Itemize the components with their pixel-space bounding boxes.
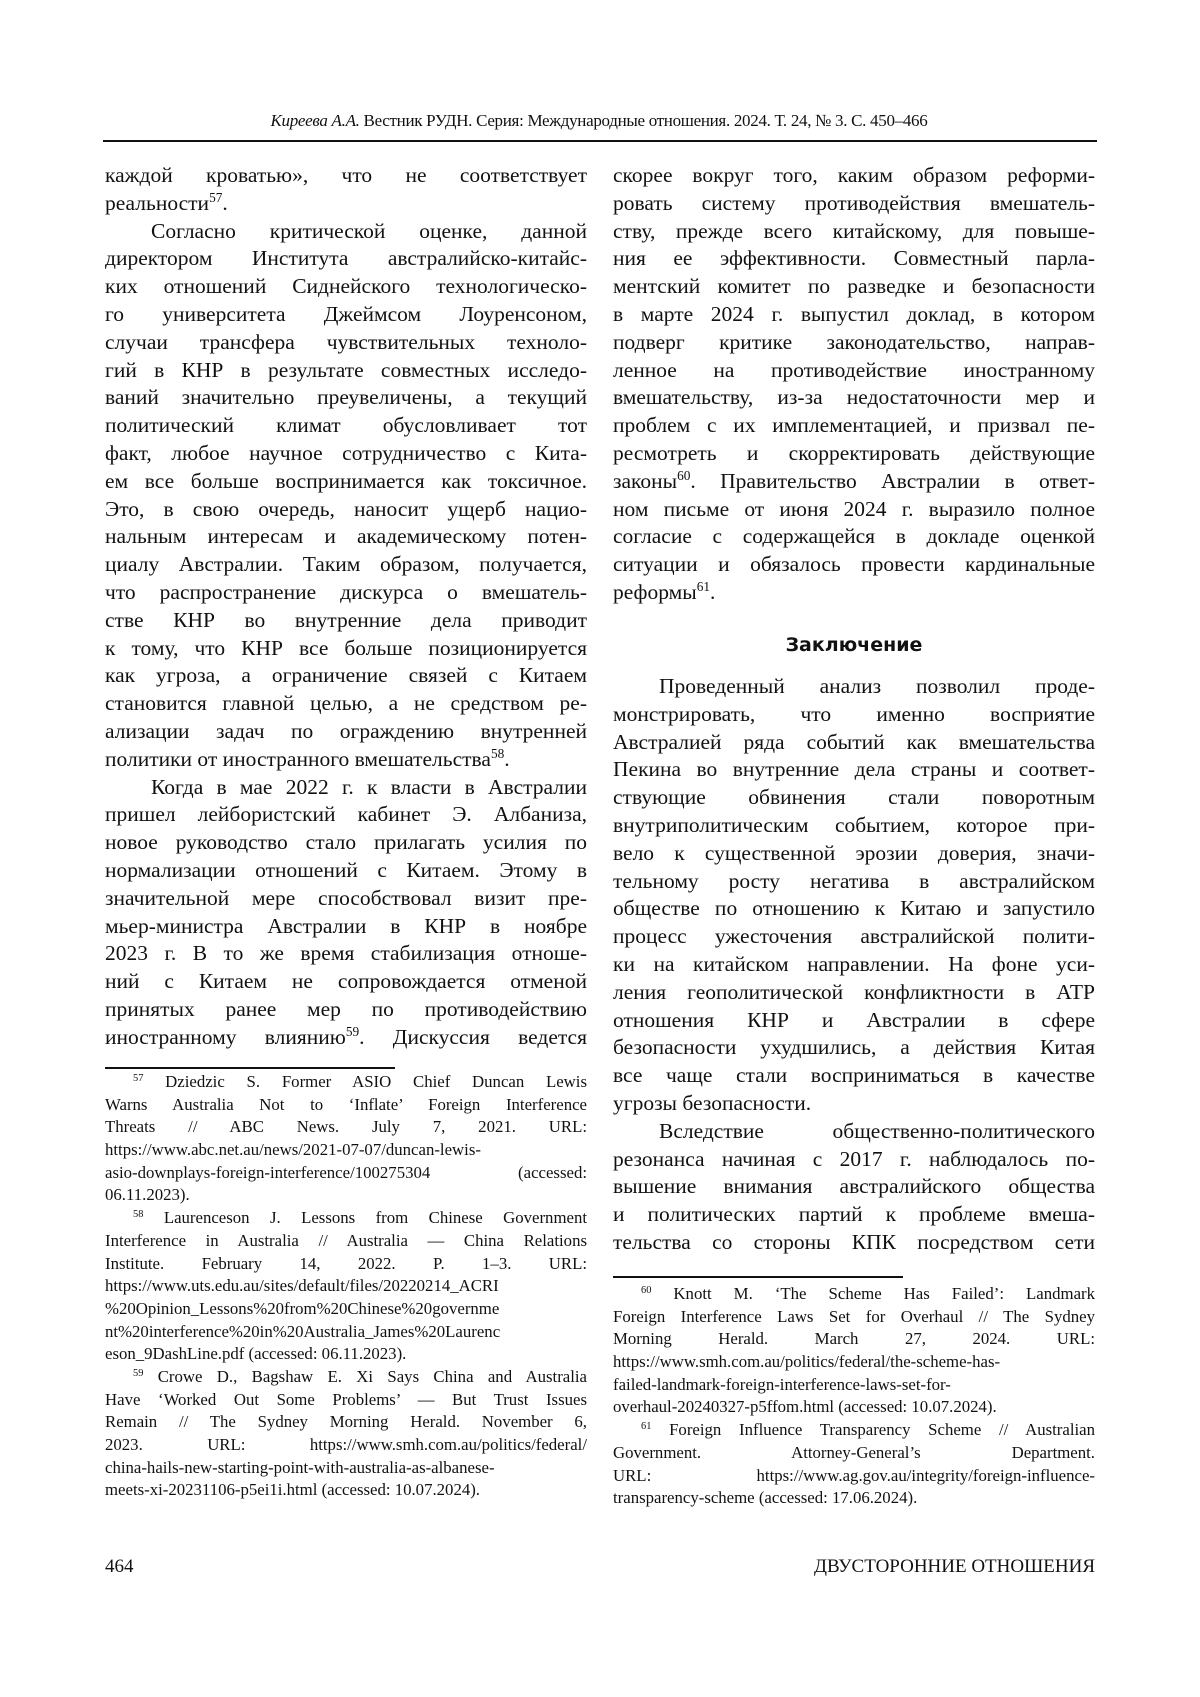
text-line: вмешательству, из-за недостаточности мер и bbox=[613, 384, 1095, 412]
text-line: 06.11.2023). bbox=[105, 1184, 587, 1207]
text-line: ления геополитической конфликтности в АТР bbox=[613, 979, 1095, 1007]
footnote-reference[interactable]: 61 bbox=[697, 579, 710, 594]
text-line: %20Opinion_Lessons%20from%20Chinese%20governme bbox=[105, 1298, 587, 1321]
text-line: факт, любое научное сотрудничество с Кита- bbox=[105, 440, 587, 468]
text-line: мьер-министра Австралии в КНР в ноябре bbox=[105, 913, 587, 941]
text-line: принятых ранее мер по противодействию bbox=[105, 996, 587, 1024]
text-line: реальности57. bbox=[105, 190, 587, 218]
text-line: ровать систему противодействия вмешатель- bbox=[613, 190, 1095, 218]
text-line: безопасности ухудшились, а действия Китая bbox=[613, 1034, 1095, 1062]
footnote-reference[interactable]: 60 bbox=[677, 468, 690, 483]
text-line: Австралией ряда событий как вмешательства bbox=[613, 729, 1095, 757]
text-line: Have ‘Worked Out Some Problems’ — But Trust Issues bbox=[105, 1389, 587, 1412]
text-line: meets-xi-20231106-p5ei1i.html (accessed: 10.07.2024). bbox=[105, 1479, 587, 1502]
text-line: https://www.uts.edu.au/sites/default/files/20220214_ACRI bbox=[105, 1275, 587, 1298]
text-line: директором Института австралийско-китайс- bbox=[105, 245, 587, 273]
footnote-reference[interactable]: 57 bbox=[209, 190, 222, 205]
text-line: внутриполитическим событием, которое при- bbox=[613, 812, 1095, 840]
text-line: нальным интересам и академическому потен- bbox=[105, 523, 587, 551]
text-line: ваний значительно преувеличены, а текущий bbox=[105, 384, 587, 412]
section-heading: Заключение bbox=[613, 634, 1095, 656]
text-line: Threats // ABC News. July 7, 2021. URL: bbox=[105, 1116, 587, 1139]
page-number: 464 bbox=[105, 1556, 134, 1578]
text-line: ленное на противодействие иностранному bbox=[613, 357, 1095, 385]
text-line: Пекина во внутренние дела страны и соответ- bbox=[613, 756, 1095, 784]
text-line: failed-landmark-foreign-interference-laws-set-for- bbox=[613, 1374, 1095, 1397]
text-line: 60 Knott M. ‘The Scheme Has Failed’: Landmark bbox=[613, 1283, 1095, 1306]
footnote-reference[interactable]: 59 bbox=[346, 1024, 359, 1039]
running-header bbox=[103, 111, 1095, 131]
text-line: к тому, что КНР все больше позиционируется bbox=[105, 635, 587, 663]
text-line: ситуации и обязалось провести кардинальные bbox=[613, 551, 1095, 579]
text-line: Это, в свою очередь, наносит ущерб нацио- bbox=[105, 496, 587, 524]
text-line: overhaul-20240327-p5ffom.html (accessed: 10.07.2024). bbox=[613, 1396, 1095, 1419]
text-line: URL: https://www.ag.gov.au/integrity/foreign-influence- bbox=[613, 1465, 1095, 1488]
text-line: ки на китайском направлении. На фоне уси- bbox=[613, 951, 1095, 979]
footnote-rule-right bbox=[613, 1276, 903, 1278]
text-line: новое руководство стало прилагать усилия по bbox=[105, 829, 587, 857]
right-column-bottom bbox=[613, 673, 1095, 1257]
text-line: стве КНР во внутренние дела приводит bbox=[105, 607, 587, 635]
text-line: 61 Foreign Influence Transparency Scheme // Australian bbox=[613, 1419, 1095, 1442]
text-line: nt%20interference%20in%20Australia_James%20Laurenc bbox=[105, 1321, 587, 1344]
footnotes-left bbox=[105, 1071, 587, 1502]
text-line: Согласно критической оценке, данной bbox=[105, 218, 587, 246]
text-line: ких отношений Сиднейского технологическо- bbox=[105, 273, 587, 301]
text-line: процесс ужесточения австралийской полити- bbox=[613, 923, 1095, 951]
text-line: transparency-scheme (accessed: 17.06.2024). bbox=[613, 1487, 1095, 1510]
text-line: 2023 г. В то же время стабилизация отноше- bbox=[105, 940, 587, 968]
text-line: скорее вокруг того, каким образом реформи- bbox=[613, 162, 1095, 190]
text-line: обществе по отношению к Китаю и запустило bbox=[613, 895, 1095, 923]
footnote bbox=[613, 1283, 1095, 1419]
footnote-rule-left bbox=[105, 1067, 395, 1069]
left-column bbox=[105, 162, 587, 1052]
text-line: Remain // The Sydney Morning Herald. November 6, bbox=[105, 1411, 587, 1434]
text-line: Institute. February 14, 2022. P. 1–3. URL: bbox=[105, 1253, 587, 1276]
text-line: монстрировать, что именно восприятие bbox=[613, 701, 1095, 729]
text-line: резонанса начиная с 2017 г. наблюдалось по- bbox=[613, 1146, 1095, 1174]
footnote bbox=[105, 1071, 587, 1207]
text-line: реформы61. bbox=[613, 579, 1095, 607]
text-line: ресмотреть и скорректировать действующие bbox=[613, 440, 1095, 468]
footnote-reference[interactable]: 61 bbox=[641, 1421, 651, 1432]
text-line: подверг критике законодательство, направ- bbox=[613, 329, 1095, 357]
text-line: гий в КНР в результате совместных исследо- bbox=[105, 357, 587, 385]
text-line: Interference in Australia // Australia — China Relations bbox=[105, 1230, 587, 1253]
text-line: случаи трансфера чувствительных техноло- bbox=[105, 329, 587, 357]
footnote-reference[interactable]: 59 bbox=[133, 1368, 143, 1379]
text-line: в марте 2024 г. выпустил доклад, в котором bbox=[613, 301, 1095, 329]
paragraph bbox=[105, 774, 587, 1052]
footnote bbox=[613, 1419, 1095, 1510]
footnote-reference[interactable]: 57 bbox=[133, 1073, 143, 1084]
text-line: ализации задач по ограждению внутренней bbox=[105, 718, 587, 746]
text-line: https://www.abc.net.au/news/2021-07-07/duncan-lewis- bbox=[105, 1139, 587, 1162]
text-line: отношения КНР и Австралии в сфере bbox=[613, 1007, 1095, 1035]
text-line: ния ее эффективности. Совместный парла- bbox=[613, 245, 1095, 273]
text-line: тельному росту негатива в австралийском bbox=[613, 868, 1095, 896]
footnote-reference[interactable]: 58 bbox=[491, 746, 504, 761]
footer-section-title: ДВУСТОРОННИЕ ОТНОШЕНИЯ bbox=[814, 1556, 1095, 1578]
text-line: eson_9DashLine.pdf (accessed: 06.11.2023). bbox=[105, 1343, 587, 1366]
text-line: пришел лейбористский кабинет Э. Албаниза, bbox=[105, 801, 587, 829]
text-line: 59 Crowe D., Bagshaw E. Xi Says China and Australia bbox=[105, 1366, 587, 1389]
footnote bbox=[105, 1207, 587, 1366]
text-line: каждой кроватью», что не соответствует bbox=[105, 162, 587, 190]
paragraph bbox=[613, 1118, 1095, 1257]
text-line: ном письме от июня 2024 г. выразило полное bbox=[613, 496, 1095, 524]
header-rule bbox=[103, 140, 1097, 142]
text-line: значительной мере способствовал визит пре- bbox=[105, 885, 587, 913]
text-line: Government. Attorney-General’s Department. bbox=[613, 1442, 1095, 1465]
text-line: политический климат обусловливает тот bbox=[105, 412, 587, 440]
text-line: 57 Dziedzic S. Former ASIO Chief Duncan Lewis bbox=[105, 1071, 587, 1094]
footnote-reference[interactable]: 60 bbox=[641, 1285, 651, 1296]
text-line: как угроза, а ограничение связей с Китаем bbox=[105, 662, 587, 690]
text-line: ментский комитет по разведке и безопасности bbox=[613, 273, 1095, 301]
text-line: ний с Китаем не сопровождается отменой bbox=[105, 968, 587, 996]
text-line: угрозы безопасности. bbox=[613, 1090, 1095, 1118]
text-line: становится главной целью, а не средством ре- bbox=[105, 690, 587, 718]
right-column-top bbox=[613, 162, 1095, 607]
text-line: иностранному влиянию59. Дискуссия ведется bbox=[105, 1024, 587, 1052]
text-line: Foreign Interference Laws Set for Overhaul // The Sydney bbox=[613, 1306, 1095, 1329]
text-line: https://www.smh.com.au/politics/federal/the-scheme-has- bbox=[613, 1351, 1095, 1374]
text-line: Когда в мае 2022 г. к власти в Австралии bbox=[105, 774, 587, 802]
text-line: Warns Australia Not to ‘Inflate’ Foreign Interference bbox=[105, 1094, 587, 1117]
text-line: что распространение дискурса о вмешатель- bbox=[105, 579, 587, 607]
text-line: ем все больше воспринимается как токсичное. bbox=[105, 468, 587, 496]
text-line: Вследствие общественно-политического bbox=[613, 1118, 1095, 1146]
text-line: го университета Джеймсом Лоуренсоном, bbox=[105, 301, 587, 329]
text-line: проблем с их имплементацией, и призвал пе- bbox=[613, 412, 1095, 440]
text-line: циалу Австралии. Таким образом, получается, bbox=[105, 551, 587, 579]
text-line: вело к существенной эрозии доверия, значи- bbox=[613, 840, 1095, 868]
footnote bbox=[105, 1366, 587, 1502]
header-journal: Вестник РУДН. Серия: Международные отношения. 2024. Т. 24, № 3. С. 450–466 bbox=[360, 111, 928, 130]
text-line: политики от иностранного вмешательства58. bbox=[105, 746, 587, 774]
header-author: Киреева А.А. bbox=[271, 111, 360, 130]
text-line: все чаще стали восприниматься в качестве bbox=[613, 1062, 1095, 1090]
paragraph bbox=[105, 162, 587, 218]
text-line: 2023. URL: https://www.smh.com.au/politics/federal/ bbox=[105, 1434, 587, 1457]
text-line: Проведенный анализ позволил проде- bbox=[613, 673, 1095, 701]
text-line: china-hails-new-starting-point-with-australia-as-albanese- bbox=[105, 1457, 587, 1480]
paragraph bbox=[613, 673, 1095, 1118]
text-line: ствующие обвинения стали поворотным bbox=[613, 784, 1095, 812]
text-line: тельства со стороны КПК посредством сети bbox=[613, 1229, 1095, 1257]
text-line: Morning Herald. March 27, 2024. URL: bbox=[613, 1328, 1095, 1351]
text-line: нормализации отношений с Китаем. Этому в bbox=[105, 857, 587, 885]
text-line: 58 Laurenceson J. Lessons from Chinese Government bbox=[105, 1207, 587, 1230]
text-line: законы60. Правительство Австралии в ответ- bbox=[613, 468, 1095, 496]
text-line: asio-downplays-foreign-interference/100275304 (accessed: bbox=[105, 1162, 587, 1185]
text-line: ству, прежде всего китайскому, для повыше- bbox=[613, 218, 1095, 246]
footnotes-right bbox=[613, 1283, 1095, 1510]
text-line: согласие с содержащейся в докладе оценкой bbox=[613, 523, 1095, 551]
paragraph bbox=[613, 162, 1095, 607]
text-line: вышение внимания австралийского общества bbox=[613, 1173, 1095, 1201]
footnote-reference[interactable]: 58 bbox=[133, 1209, 143, 1220]
text-line: и политических партий к проблеме вмеша- bbox=[613, 1201, 1095, 1229]
paragraph bbox=[105, 218, 587, 774]
